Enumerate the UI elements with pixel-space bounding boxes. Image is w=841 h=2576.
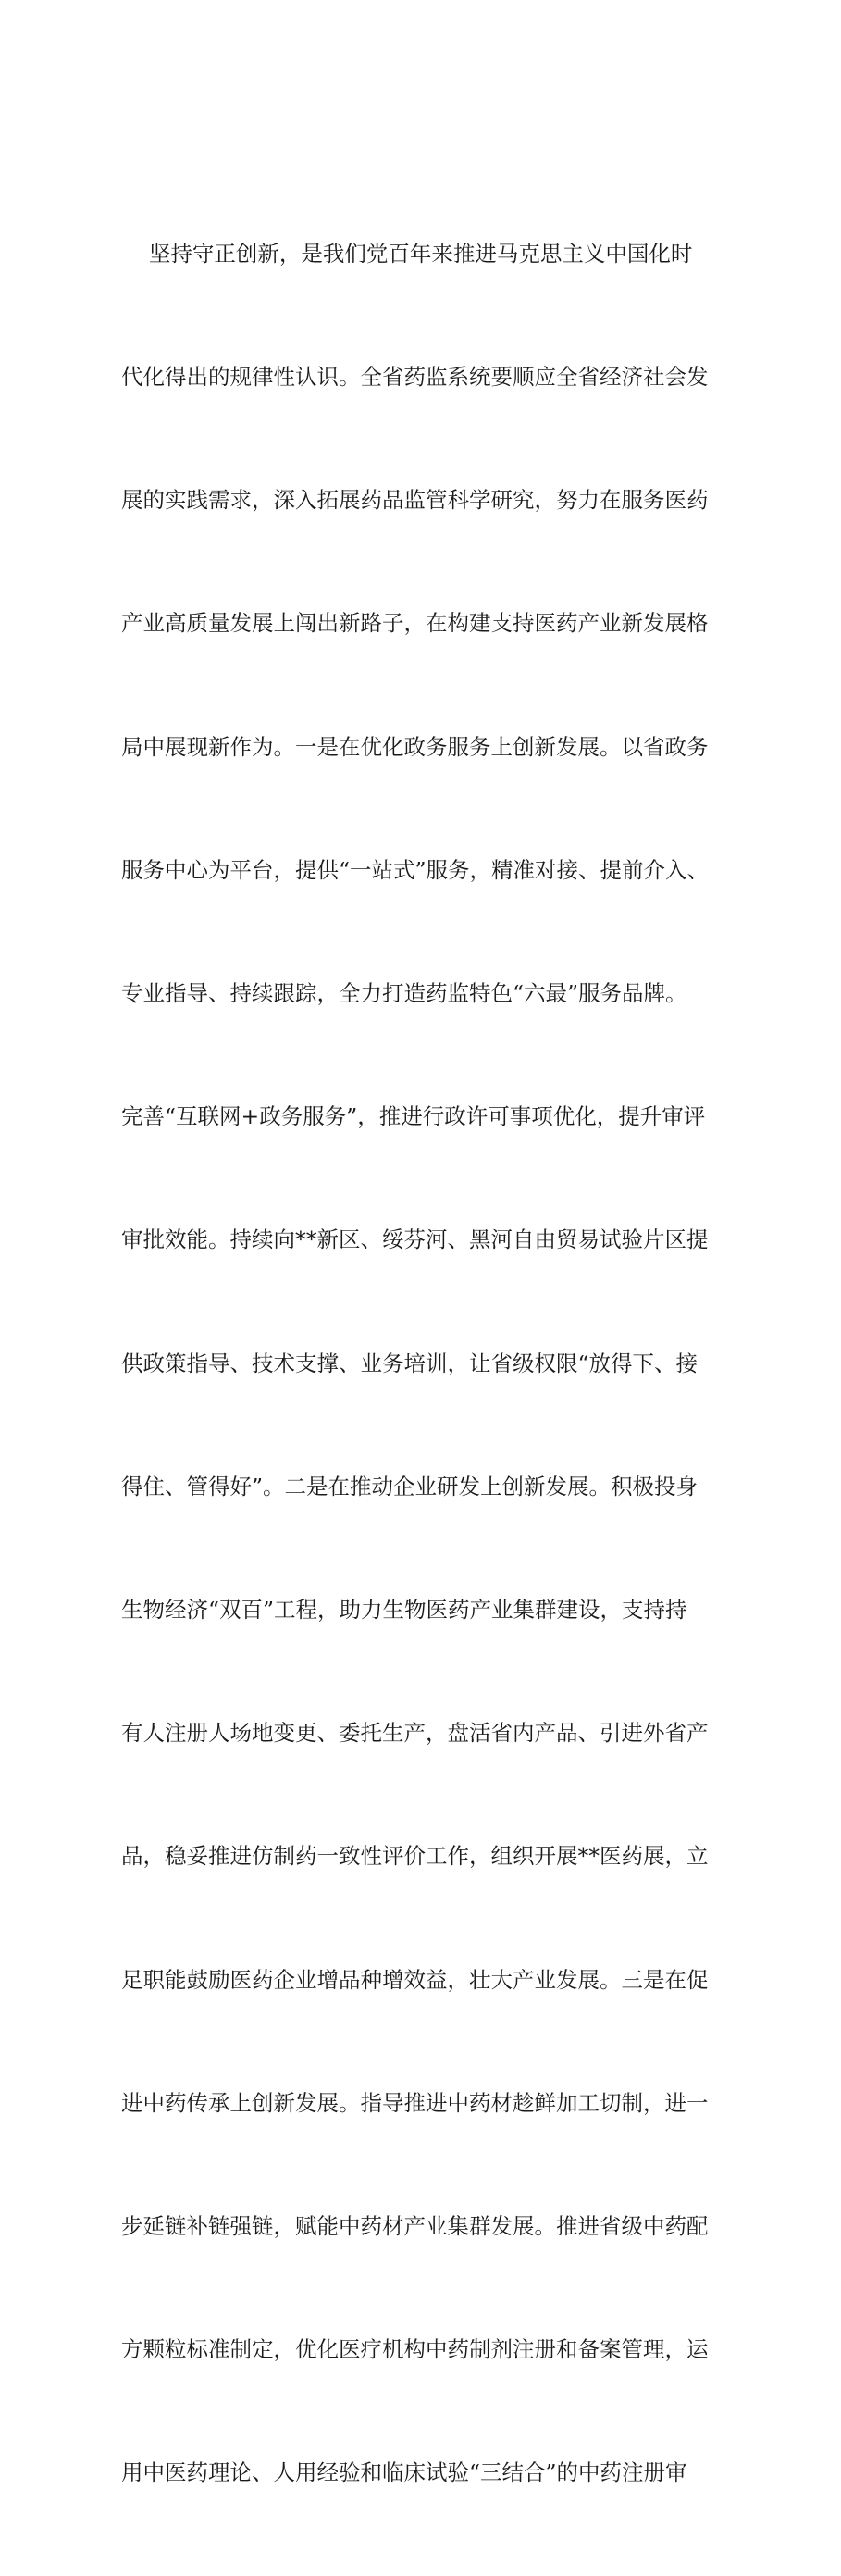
- text-line: 用中医药理论、人用经验和临床试验“三结合”的中药注册审: [121, 2459, 687, 2486]
- text-line: 产业高质量发展上闯出新路子，在构建支持医药产业新发展格: [121, 610, 709, 637]
- text-line: 专业指导、持续跟踪，全力打造药监特色“六最”服务品牌。: [121, 980, 687, 1007]
- text-line: 进中药传承上创新发展。指导推进中药材趁鲜加工切制，进一: [121, 2089, 709, 2116]
- text-line: 供政策指导、技术支撑、业务培训，让省级权限“放得下、接: [121, 1350, 699, 1376]
- text-line: 品，稳妥推进仿制药一致性评价工作，组织开展**医药展，立: [121, 1843, 709, 1870]
- text-line: 展的实践需求，深入拓展药品监管科学研究，努力在服务医药: [121, 487, 709, 514]
- text-line: 足职能鼓励医药企业增品种增效益，壮大产业发展。三是在促: [121, 1966, 709, 1993]
- text-line: 坚持守正创新，是我们党百年来推进马克思主义中国化时: [121, 240, 693, 267]
- body-paragraph: [121, 151, 750, 2576]
- text-line: 代化得出的规律性认识。全省药监系统要顺应全省经济社会发: [121, 364, 709, 391]
- text-line: 生物经济“双百”工程，助力生物医药产业集群建设，支持持: [121, 1597, 687, 1624]
- text-line: 有人注册人场地变更、委托生产，盘活省内产品、引进外省产: [121, 1720, 709, 1747]
- text-line: 得住、管得好”。二是在推动企业研发上创新发展。积极投身: [121, 1473, 699, 1500]
- text-line: 完善“互联网+政务服务”，推进行政许可事项优化，提升审评: [121, 1103, 706, 1130]
- text-line: 审批效能。持续向**新区、绥芬河、黑河自由贸易试验片区提: [121, 1226, 709, 1253]
- text-line: 服务中心为平台，提供“一站式”服务，精准对接、提前介入、: [121, 856, 710, 883]
- text-line: 局中展现新作为。一是在优化政务服务上创新发展。以省政务: [121, 733, 709, 760]
- text-line: 方颗粒标准制定，优化医疗机构中药制剂注册和备案管理，运: [121, 2336, 709, 2363]
- text-line: 步延链补链强链，赋能中药材产业集群发展。推进省级中药配: [121, 2213, 709, 2240]
